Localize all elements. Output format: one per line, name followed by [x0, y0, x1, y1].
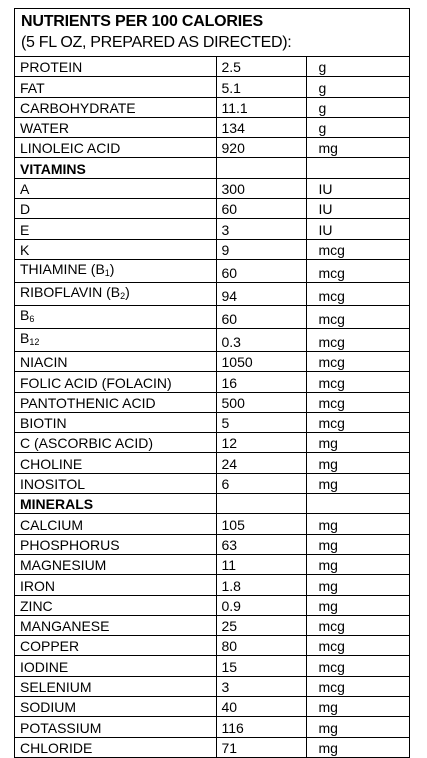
table-row — [15, 199, 409, 219]
nutrient-unit: mg — [306, 514, 409, 534]
nutrient-unit: mcg — [306, 392, 409, 412]
nutrient-unit: mg — [306, 138, 409, 158]
nutrient-name: D — [15, 199, 216, 219]
nutrient-name: INOSITOL — [15, 473, 216, 493]
nutrient-name: FAT — [15, 77, 216, 97]
nutrient-name: NIACIN — [15, 351, 216, 371]
nutrient-unit: mg — [306, 453, 409, 473]
nutrient-name-text: RIBOFLAVIN (B — [20, 283, 121, 300]
table-row — [15, 737, 409, 757]
nutrient-unit: mcg — [306, 615, 409, 635]
table-row — [15, 328, 409, 351]
nutrient-value: 5.1 — [216, 77, 306, 97]
nutrient-name: C (ASCORBIC ACID) — [15, 433, 216, 453]
nutrient-name-text: THIAMINE (B — [20, 260, 105, 277]
nutrient-value: 80 — [216, 636, 306, 656]
nutrient-unit: mg — [306, 534, 409, 554]
nutrient-name: MAGNESIUM — [15, 554, 216, 574]
nutrient-value: 60 — [216, 199, 306, 219]
nutrient-value: 24 — [216, 453, 306, 473]
empty-cell — [306, 494, 409, 514]
nutrient-name: MANGANESE — [15, 615, 216, 635]
nutrient-name: PHOSPHORUS — [15, 534, 216, 554]
table-row — [15, 282, 409, 305]
nutrient-value: 71 — [216, 737, 306, 757]
table-subtitle: (5 FL OZ, PREPARED AS DIRECTED): — [21, 34, 292, 51]
nutrient-unit: mcg — [306, 412, 409, 432]
table-row — [15, 717, 409, 737]
nutrient-name — [15, 305, 216, 328]
table-row — [15, 534, 409, 554]
nutrient-value: 6 — [216, 473, 306, 493]
nutrient-value: 60 — [216, 305, 306, 328]
table-row — [15, 514, 409, 534]
nutrient-value: 5 — [216, 412, 306, 432]
nutrient-value: 0.9 — [216, 595, 306, 615]
nutrient-value: 3 — [216, 676, 306, 696]
empty-cell — [216, 494, 306, 514]
nutrient-name: SODIUM — [15, 697, 216, 717]
section-heading: MINERALS — [15, 494, 216, 514]
nutrient-unit: g — [306, 57, 409, 77]
table-row — [15, 138, 409, 158]
nutrient-unit: mg — [306, 554, 409, 574]
nutrient-unit: mg — [306, 737, 409, 757]
nutrient-unit: mcg — [306, 305, 409, 328]
nutrient-unit: IU — [306, 219, 409, 239]
empty-cell — [216, 158, 306, 178]
nutrient-value: 15 — [216, 656, 306, 676]
table-row — [15, 305, 409, 328]
nutrient-name — [15, 328, 216, 351]
nutrient-name: PANTOTHENIC ACID — [15, 392, 216, 412]
nutrient-name: CHLORIDE — [15, 737, 216, 757]
table-row — [15, 473, 409, 493]
nutrient-subscript: 1 — [104, 267, 110, 278]
nutrient-name: A — [15, 178, 216, 198]
nutrient-value: 920 — [216, 138, 306, 158]
nutrient-value: 11 — [216, 554, 306, 574]
table-row — [15, 372, 409, 392]
nutrient-value: 105 — [216, 514, 306, 534]
nutrient-value: 60 — [216, 259, 306, 282]
table-row — [15, 392, 409, 412]
nutrient-name: WATER — [15, 117, 216, 137]
nutrient-name-suffix: ) — [109, 260, 115, 277]
nutrient-name — [15, 282, 216, 305]
nutrient-value: 40 — [216, 697, 306, 717]
section-heading: VITAMINS — [15, 158, 216, 178]
nutrient-value: 3 — [216, 219, 306, 239]
nutrient-value: 12 — [216, 433, 306, 453]
nutrient-name: ZINC — [15, 595, 216, 615]
nutrient-unit: mcg — [306, 351, 409, 371]
table-row — [15, 676, 409, 696]
nutrient-unit: mcg — [306, 636, 409, 656]
empty-cell — [306, 158, 409, 178]
table-row — [15, 453, 409, 473]
nutrient-value: 94 — [216, 282, 306, 305]
table-row — [15, 219, 409, 239]
table-row — [15, 615, 409, 635]
nutrient-unit: mcg — [306, 239, 409, 259]
table-row — [15, 697, 409, 717]
nutrient-unit: mcg — [306, 676, 409, 696]
nutrient-value: 1050 — [216, 351, 306, 371]
nutrient-name-text: B — [20, 306, 30, 323]
nutrient-value: 300 — [216, 178, 306, 198]
nutrient-name: CARBOHYDRATE — [15, 97, 216, 117]
nutrients-panel — [14, 8, 410, 758]
table-row — [15, 412, 409, 432]
nutrient-unit: mg — [306, 433, 409, 453]
nutrient-name: CHOLINE — [15, 453, 216, 473]
nutrient-unit: mcg — [306, 372, 409, 392]
nutrient-name-text: B — [20, 329, 30, 346]
nutrient-name-suffix: ) — [125, 283, 130, 300]
nutrient-name: IODINE — [15, 656, 216, 676]
nutrient-name: POTASSIUM — [15, 717, 216, 737]
table-row — [15, 595, 409, 615]
table-row — [15, 351, 409, 371]
nutrient-value: 25 — [216, 615, 306, 635]
nutrient-unit: mg — [306, 595, 409, 615]
nutrient-name: PROTEIN — [15, 57, 216, 77]
nutrient-name: LINOLEIC ACID — [15, 138, 216, 158]
nutrient-unit: mcg — [306, 282, 409, 305]
nutrient-value: 1.8 — [216, 575, 306, 595]
nutrient-unit: mg — [306, 697, 409, 717]
nutrient-value: 9 — [216, 239, 306, 259]
nutrient-name: COPPER — [15, 636, 216, 656]
table-row — [15, 97, 409, 117]
nutrient-unit: IU — [306, 178, 409, 198]
nutrient-value: 16 — [216, 372, 306, 392]
section-row — [15, 494, 409, 514]
nutrient-value: 134 — [216, 117, 306, 137]
nutrients-table-body — [15, 57, 409, 757]
nutrient-name: IRON — [15, 575, 216, 595]
nutrient-name — [15, 259, 216, 282]
nutrient-name: K — [15, 239, 216, 259]
nutrient-name: FOLIC ACID (FOLACIN) — [15, 372, 216, 392]
nutrient-value: 63 — [216, 534, 306, 554]
nutrient-name: CALCIUM — [15, 514, 216, 534]
nutrient-unit: mg — [306, 717, 409, 737]
table-row — [15, 77, 409, 97]
nutrient-unit: g — [306, 77, 409, 97]
section-row — [15, 158, 409, 178]
nutrient-unit: mcg — [306, 259, 409, 282]
nutrient-value: 116 — [216, 717, 306, 737]
table-header — [15, 9, 409, 57]
nutrient-subscript: 6 — [29, 313, 35, 324]
table-row — [15, 239, 409, 259]
nutrients-table — [15, 57, 409, 757]
nutrient-value: 11.1 — [216, 97, 306, 117]
nutrient-unit: g — [306, 97, 409, 117]
nutrient-name: E — [15, 219, 216, 239]
table-row — [15, 433, 409, 453]
table-row — [15, 57, 409, 77]
nutrient-value: 2.5 — [216, 57, 306, 77]
nutrient-unit: mcg — [306, 328, 409, 351]
table-row — [15, 117, 409, 137]
nutrient-unit: mcg — [306, 656, 409, 676]
table-row — [15, 554, 409, 574]
nutrient-unit: mg — [306, 575, 409, 595]
nutrient-unit: g — [306, 117, 409, 137]
nutrient-subscript: 12 — [29, 336, 40, 347]
table-row — [15, 656, 409, 676]
nutrient-subscript: 2 — [120, 290, 126, 301]
nutrient-unit: mg — [306, 473, 409, 493]
nutrient-unit: IU — [306, 199, 409, 219]
nutrient-value: 500 — [216, 392, 306, 412]
table-row — [15, 259, 409, 282]
table-row — [15, 575, 409, 595]
table-row — [15, 178, 409, 198]
table-row — [15, 636, 409, 656]
nutrient-name: BIOTIN — [15, 412, 216, 432]
nutrient-name: SELENIUM — [15, 676, 216, 696]
nutrient-value: 0.3 — [216, 328, 306, 351]
table-title: NUTRIENTS PER 100 CALORIES — [21, 13, 263, 30]
